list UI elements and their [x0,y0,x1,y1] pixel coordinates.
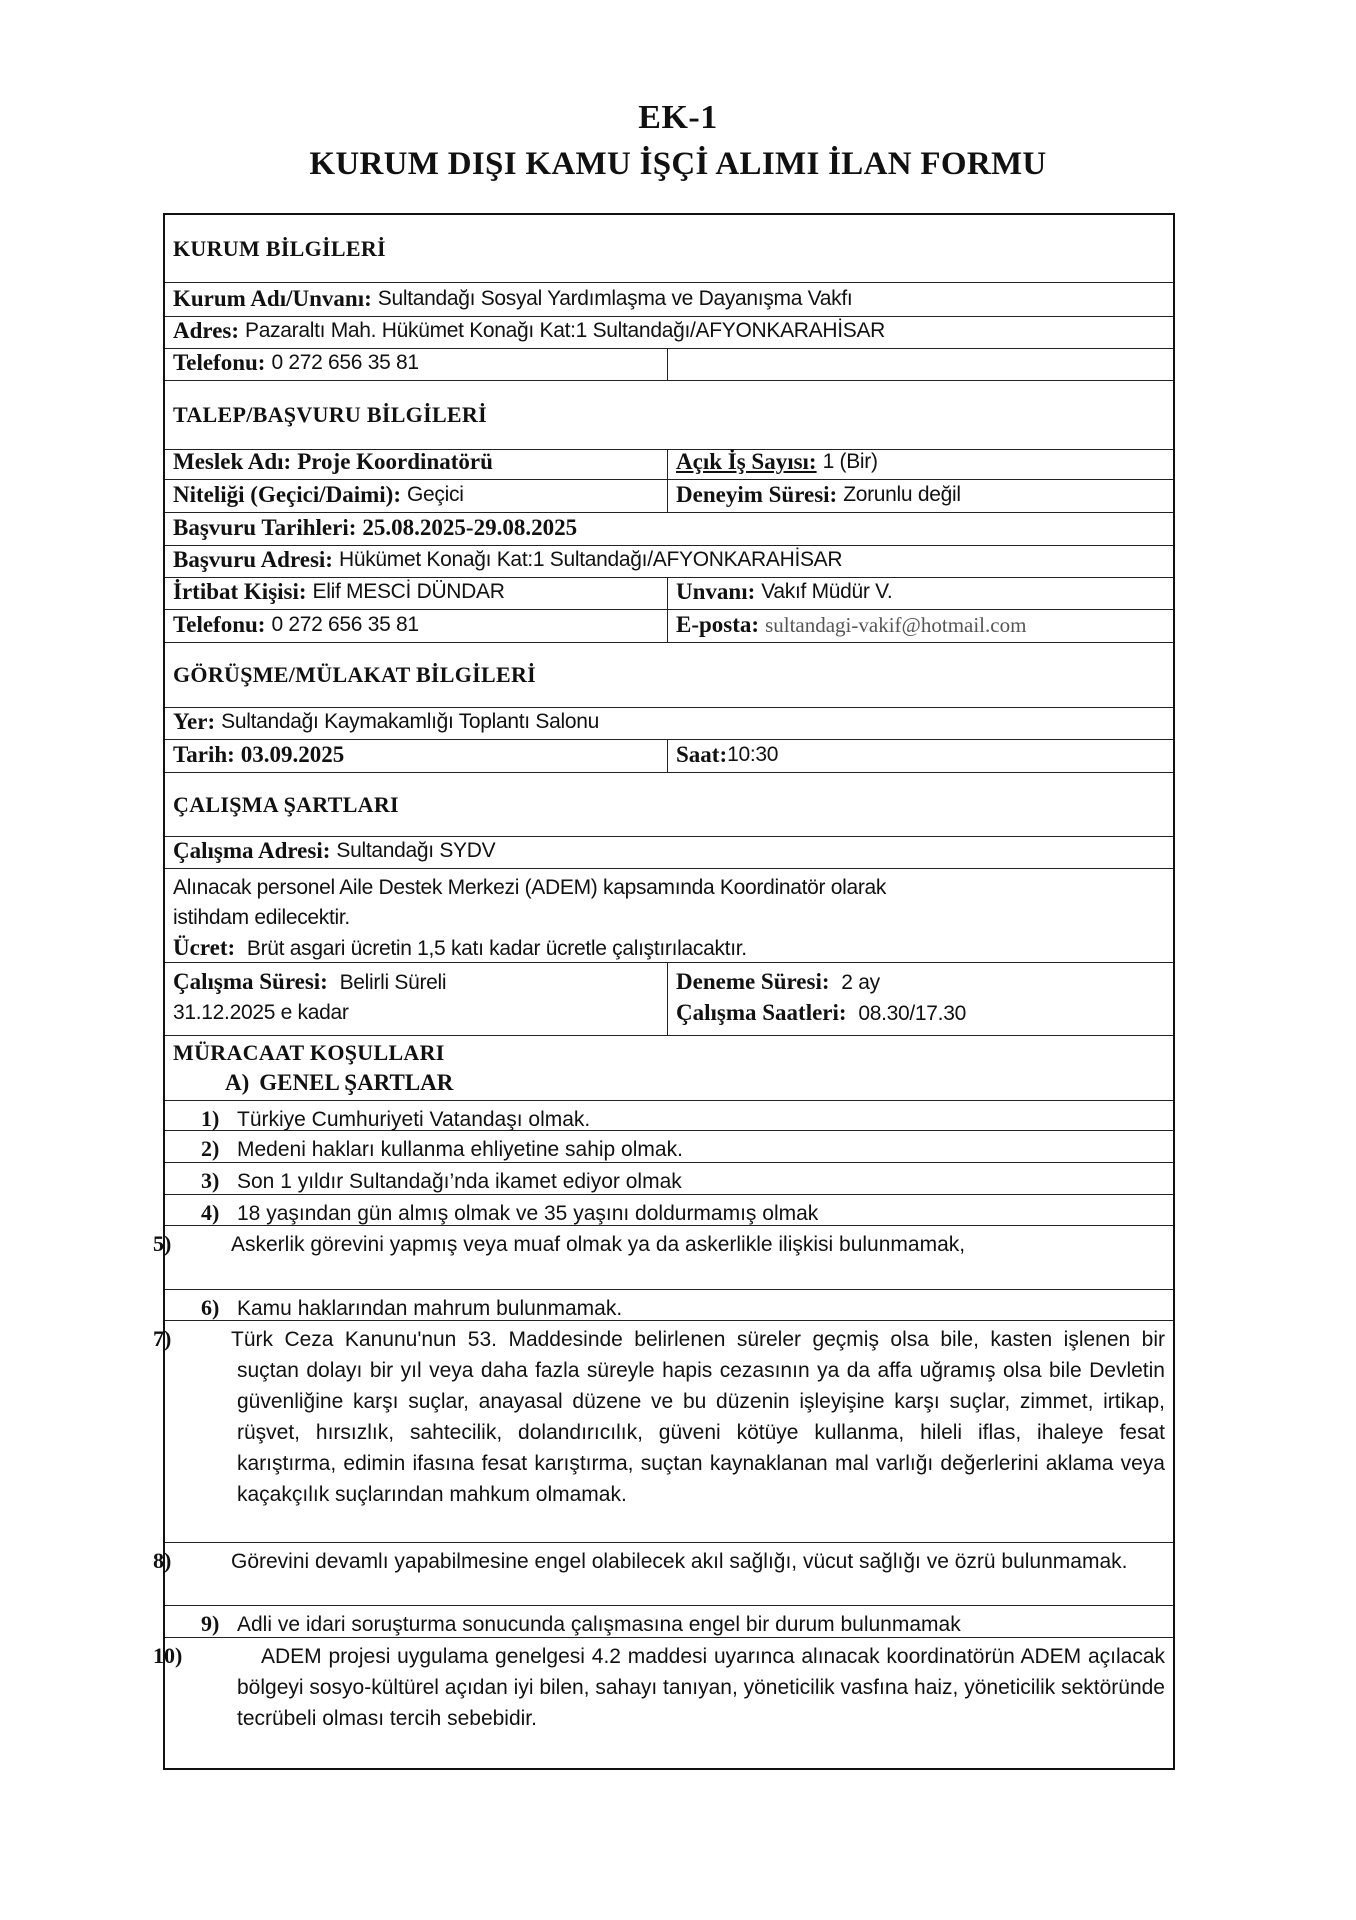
work-address-row [165,836,1173,868]
general-conditions-heading [173,1068,1165,1098]
section-title: TALEP/BAŞVURU BİLGİLERİ [173,402,487,427]
contact-email-link[interactable]: sultandagi-vakif@hotmail.com [765,613,1027,637]
list-marker: A) [225,1070,250,1095]
field-label: Deneme Süresi: [676,969,830,994]
item-text: Son 1 yıldır Sultandağı’nda ikamet ediyor olmak [237,1170,682,1193]
item-number: 4) [201,1200,220,1225]
institution-address-row [165,316,1173,348]
requirement-item [153,1637,1173,1768]
application-address-row [165,545,1173,577]
field-label: Adres: [173,318,240,343]
probation-period: 2 ay [841,971,880,994]
field-label: Açık İş Sayısı: [676,449,817,474]
item-text: Medeni hakları kullanma ehliyetine sahip olmak. [237,1138,683,1161]
requirement-item [153,1225,1173,1289]
profession-row [165,449,1173,479]
application-address: Hükümet Konağı Kat:1 Sultandağı/AFYONKARAHİSAR [338,548,843,571]
field-label: E-posta: [676,612,760,637]
document-header [0,95,1356,187]
item-text: Türk Ceza Kanunu'nun 53. Maddesinde belirlenen süreler geçmiş olsa bile, kasten işlenen bir suçtan dolayı bir yıl veya daha fazla süreyle hapis cezasının ya da affa uğramış olsa bile Devletin güvenliğine karşı suçlar, anayasal düzene ve bu düzenin işleyişine karşı suçlar, zimmet, irtikap, rüşvet, hırsızlık, sahtecilik, dolandırıcılık, güveni kötüye kullanma, hileli iflas, ihaleye fesat karıştırma, edimin ifasına fesat karıştırma, suçtan kaynaklanan mal varlığı değerlerini aklama veya kaçakçılık suçlarından mahkum olmamak. [231,1328,1165,1506]
openings-count: 1 (Bir) [822,450,878,473]
requirement-item [153,1542,1173,1605]
section-title: MÜRACAAT KOŞULLARI [173,1040,445,1065]
annex-label: EK-1 [638,99,718,136]
item-text: Kamu haklarından mahrum bulunmamak. [237,1297,623,1320]
item-text: ADEM projesi uygulama genelgesi 4.2 maddesi uyarınca alınacak koordinatörün ADEM açılacak bölgeyi sosyo-kültürel açıdan iyi bilen, sahayı tanıyan, yöneticilik vasfına haiz, yöneticilik sektöründe tecrübeli olması tercih sebebidir. [237,1645,1165,1730]
contact-person: Elif MESCİ DÜNDAR [312,580,505,603]
interview-section-header [165,642,1173,707]
requirement-item [165,1162,1173,1194]
field-label: Yer: [173,709,216,734]
item-text: Görevini devamlı yapabilmesine engel olabilecek akıl sağlığı, vücut sağlığı ve özrü bulunmamak. [231,1550,1128,1573]
field-label: İrtibat Kişisi: [173,579,307,604]
interview-time: 10:30 [727,743,779,766]
work-duration-end: 31.12.2025 e kadar [173,1001,349,1024]
item-number: 5) [153,1231,172,1256]
institution-section-header [165,215,1173,282]
requirement-item [153,1320,1173,1542]
item-number: 6) [201,1295,220,1320]
field-label: Meslek Adı: [173,449,292,474]
item-text: Adli ve idari soruşturma sonucunda çalışmasına engel bir durum bulunmamak [237,1613,961,1636]
contact-title: Vakıf Müdür V. [761,580,893,603]
job-posting-form [153,213,1175,1770]
contact-row [165,577,1173,609]
contact-phone: 0 272 656 35 81 [271,613,419,636]
application-section-header [165,380,1173,449]
application-dates: 25.08.2025-29.08.2025 [362,515,578,540]
contact-phone-row [165,609,1173,642]
field-label: Çalışma Adresi: [173,838,331,863]
requirement-item [165,1100,1173,1130]
section-title: KURUM BİLGİLERİ [173,235,386,261]
field-label: Çalışma Saatleri: [676,1000,847,1025]
work-duration: Belirli Süreli [339,971,447,994]
item-number: 9) [201,1611,220,1636]
field-label: Başvuru Tarihleri: [173,515,357,540]
field-label: Niteliği (Geçici/Daimi): [173,482,402,507]
item-text: Askerlik görevini yapmış veya muaf olmak ya da askerlikle ilişkisi bulunmamak, [231,1233,966,1256]
field-label: Saat: [676,742,728,767]
institution-address: Pazaraltı Mah. Hükümet Konağı Kat:1 Sultandağı/AFYONKARAHİSAR [245,319,886,342]
work-conditions-section-header [165,772,1173,836]
job-nature: Geçici [407,483,464,506]
job-description-line: istihdam edilecektir. [173,906,350,929]
item-number: 3) [201,1168,220,1193]
field-label: Başvuru Adresi: [173,547,333,572]
section-title: ÇALIŞMA ŞARTLARI [173,791,399,817]
item-number: 2) [201,1136,220,1161]
interview-datetime-row [165,739,1173,772]
job-description-line: Alınacak personel Aile Destek Merkezi (ADEM) kapsamında Koordinatör olarak [173,876,887,899]
requirement-item [165,1605,1173,1637]
requirement-item [165,1194,1173,1225]
requirement-item [165,1130,1173,1162]
working-hours: 08.30/17.30 [858,1002,966,1025]
experience-duration: Zorunlu değil [843,483,961,506]
form-title: KURUM DIŞI KAMU İŞÇİ ALIMI İLAN FORMU [309,146,1047,182]
work-address: Sultandağı SYDV [336,839,496,862]
field-label: Telefonu: [173,612,266,637]
institution-phone-row [165,348,1173,380]
nature-row [165,479,1173,512]
item-number: 8) [153,1548,172,1573]
item-number: 10) [153,1643,183,1668]
institution-phone: 0 272 656 35 81 [271,351,419,374]
field-label: Deneyim Süresi: [676,482,838,507]
interview-place: Sultandağı Kaymakamlığı Toplantı Salonu [221,710,599,733]
institution-name-row [165,282,1173,316]
field-label: Unvanı: [676,579,756,604]
work-duration-row [165,962,1173,1035]
wage-info: Brüt asgari ücretin 1,5 katı kadar ücretle çalıştırılacaktır. [246,937,747,960]
requirement-item [165,1289,1173,1320]
field-label: Tarih: [173,742,235,767]
interview-date: 03.09.2025 [240,742,345,767]
requirements-section-header [165,1035,1173,1100]
item-number: 1) [201,1106,220,1131]
item-text: 18 yaşından gün almış olmak ve 35 yaşını doldurmamış olmak [237,1202,819,1225]
subsection-title: GENEL ŞARTLAR [259,1070,454,1095]
field-label: Kurum Adı/Unvanı: [173,286,372,311]
field-label: Çalışma Süresi: [173,969,328,994]
profession-name: Proje Koordinatörü [297,449,493,474]
application-dates-row [165,512,1173,545]
item-number: 7) [153,1326,172,1351]
job-description-row [165,868,1173,962]
field-label: Ücret: [173,935,236,960]
section-title: GÖRÜŞME/MÜLAKAT BİLGİLERİ [173,662,537,687]
empty-cell [668,349,1173,380]
institution-name: Sultandağı Sosyal Yardımlaşma ve Dayanışma Vakfı [377,287,853,310]
field-label: Telefonu: [173,350,266,375]
interview-place-row [165,707,1173,739]
item-text: Türkiye Cumhuriyeti Vatandaşı olmak. [237,1108,591,1131]
